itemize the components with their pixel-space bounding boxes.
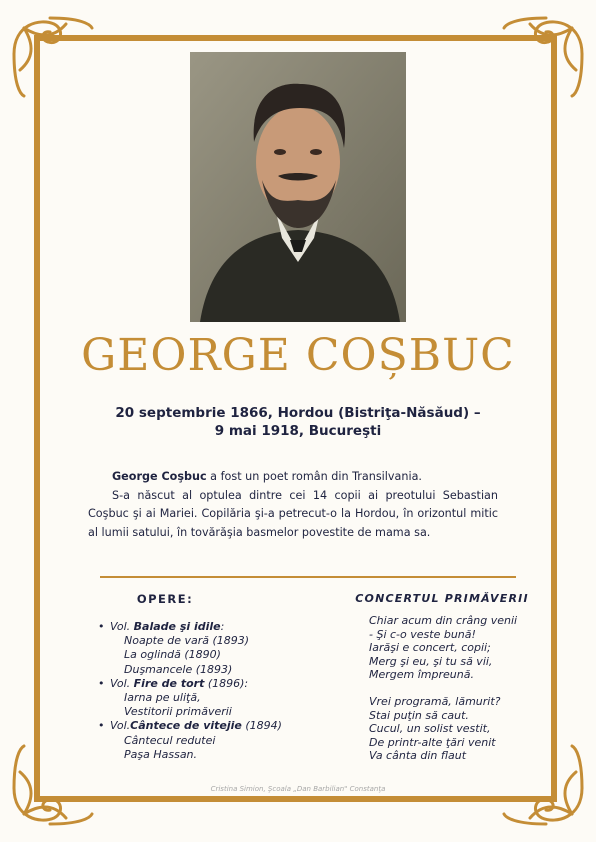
poem-stanza-1 bbox=[369, 614, 549, 682]
poem-line: Iarăşi e concert, copii; bbox=[369, 641, 491, 655]
volume-item: • Vol.Cântece de vitejie (1894) Cântecul redutei Paşa Hassan. bbox=[96, 719, 336, 762]
bio-paragraph-2: S-a născut al optulea dintre cei 14 copii ai preotului Sebastian Coşbuc şi ai Mariei. Copilăria şi-a petrecut-o la Hordou, în orizontul mitic al lumii satului, în tovărăşia basmelor povestite de mama sa. bbox=[88, 488, 498, 539]
work-item: Vestitorii primăverii bbox=[124, 705, 232, 719]
work-item: Noapte de vară (1893) bbox=[124, 634, 250, 648]
birth-line: 20 septembrie 1866, Hordou (Bistriţa-Năsăud) – bbox=[115, 405, 481, 421]
poem-line: De printr-alte ţări venit bbox=[369, 735, 496, 749]
poem-text bbox=[369, 614, 549, 776]
bio-intro: a fost un poet român din Transilvania. bbox=[206, 470, 422, 483]
works-list bbox=[96, 620, 336, 762]
bio-name: George Coşbuc bbox=[112, 470, 207, 483]
poem-line: Merg şi eu, şi tu să vii, bbox=[369, 654, 493, 668]
poem-stanza-2 bbox=[369, 695, 549, 763]
work-item: La oglindă (1890) bbox=[124, 648, 221, 662]
life-dates bbox=[60, 404, 536, 440]
poem-line: Mergem împreună. bbox=[369, 668, 474, 682]
poem-line: Vrei programă, lămurit? bbox=[369, 694, 501, 708]
portrait-image bbox=[190, 52, 406, 322]
bullet-icon: • bbox=[98, 620, 105, 633]
bullet-icon: • bbox=[98, 676, 105, 690]
poem-line: - Şi c-o veste bună! bbox=[369, 627, 476, 641]
corner-ornament-top-right-icon bbox=[500, 14, 586, 100]
page-title: GEORGE COȘBUC bbox=[81, 330, 515, 381]
poem-line: Stai puţin să caut. bbox=[369, 708, 469, 722]
work-item: Cântecul redutei bbox=[124, 733, 216, 747]
bio-paragraph-1 bbox=[88, 468, 498, 487]
poem-line: Cucul, un solist vestit, bbox=[369, 722, 491, 736]
bullet-icon: • bbox=[98, 719, 105, 733]
death-line: 9 mai 1918, Bucureşti bbox=[214, 423, 382, 439]
section-divider bbox=[100, 576, 516, 578]
corner-ornament-top-left-icon bbox=[10, 14, 96, 100]
work-item: Duşmancele (1893) bbox=[124, 662, 233, 676]
biography bbox=[88, 468, 498, 542]
work-item: Paşa Hassan. bbox=[124, 747, 198, 761]
author-credit: Cristina Simion, Şcoala „Dan Barbilian" Constanţa bbox=[210, 785, 386, 793]
volume-item: • Vol. Fire de tort (1896): Iarna pe uliţă, Vestitorii primăverii bbox=[96, 677, 336, 720]
poem-line: Va cânta din flaut bbox=[369, 749, 467, 763]
volume-item: • Vol. Balade şi idile: Noapte de vară (1893) La oglindă (1890) Duşmancele (1893) bbox=[96, 620, 336, 677]
work-item: Iarna pe uliţă, bbox=[124, 691, 201, 705]
poem-line: Chiar acum din crâng venii bbox=[369, 614, 518, 627]
works-heading: OPERE: bbox=[136, 592, 194, 606]
poem-title: CONCERTUL PRIMĂVERII bbox=[355, 592, 529, 605]
